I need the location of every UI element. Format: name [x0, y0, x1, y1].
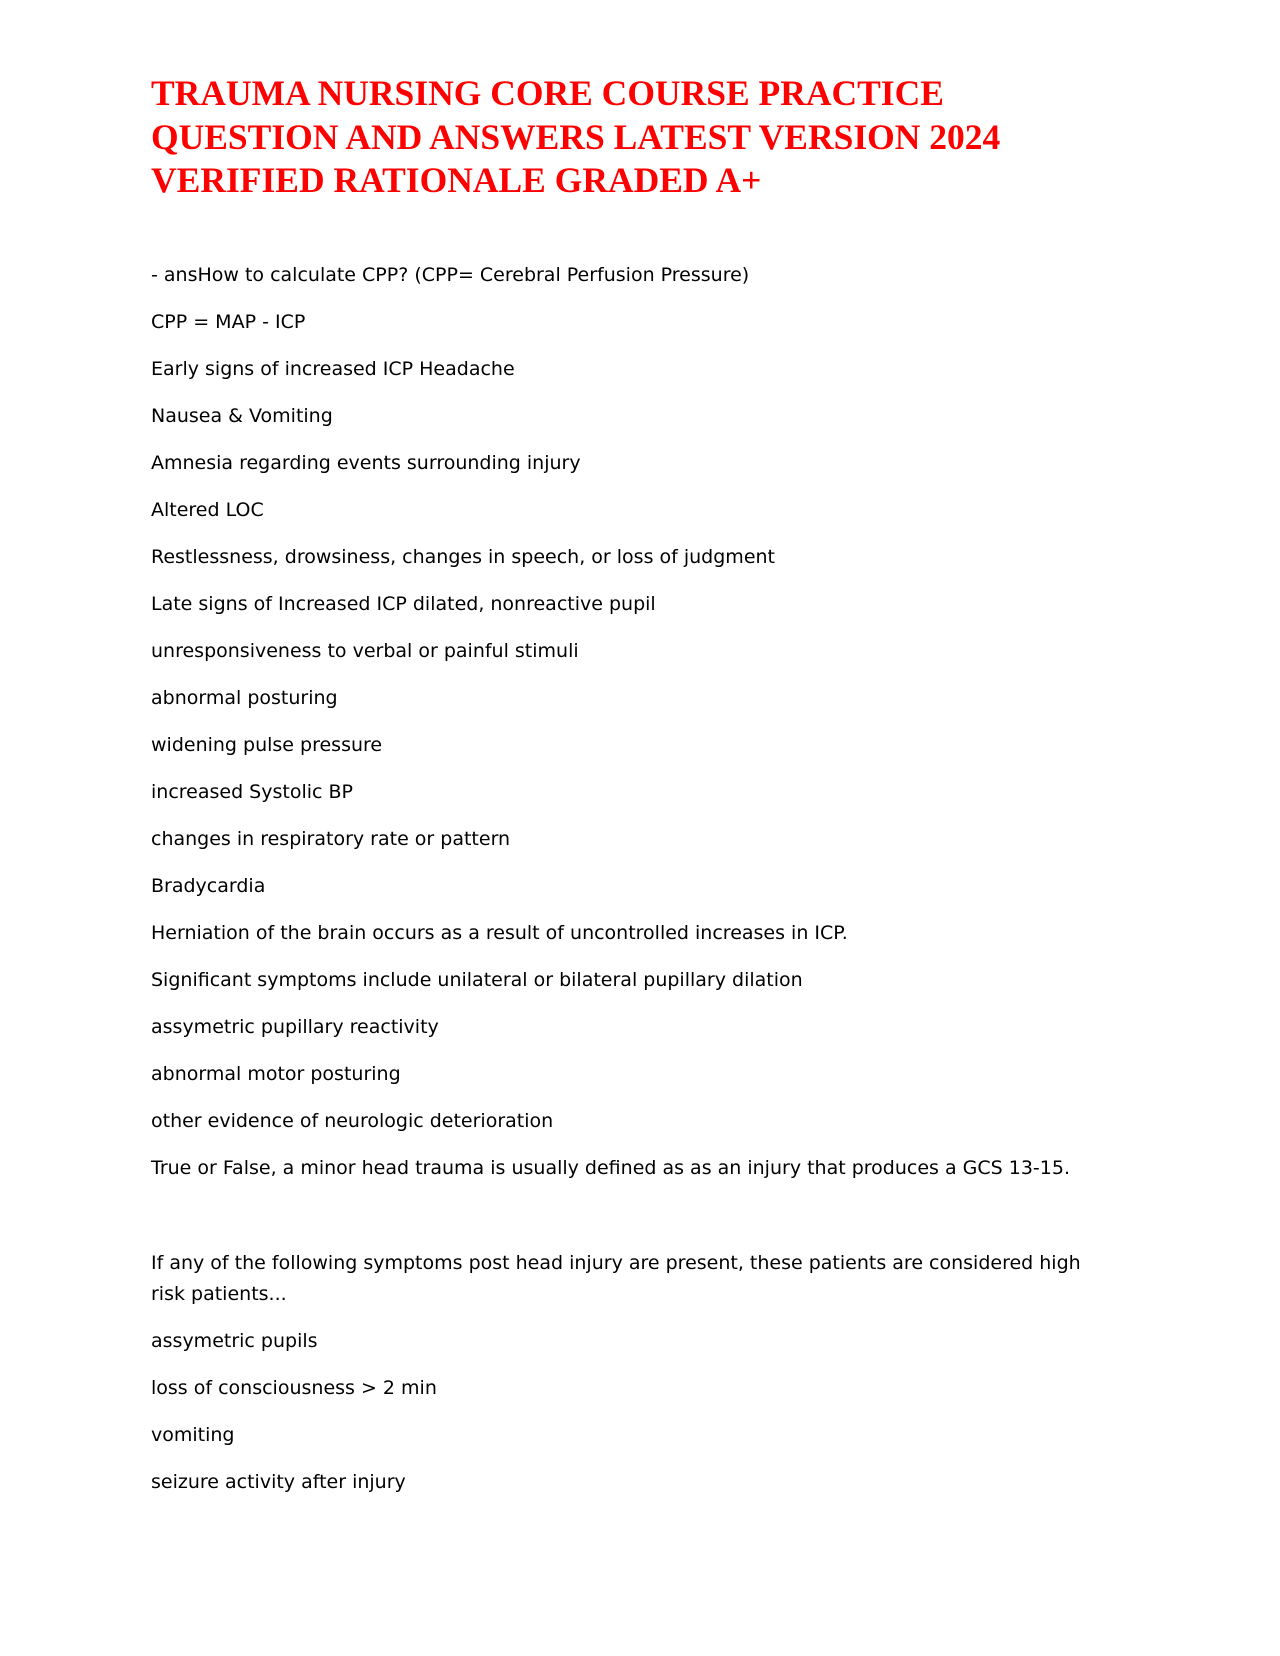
document-content	[151, 72, 1111, 1514]
text-line-high-risk: If any of the following symptoms post head injury are present, these patients are considered high risk patients...	[151, 1251, 1081, 1305]
document-title: TRAUMA NURSING CORE COURSE PRACTICE QUESTION AND ANSWERS LATEST VERSION 2024 VERIFIED RATIONALE GRADED A+	[151, 73, 1001, 200]
text-line-motor-posturing: abnormal motor posturing	[151, 1062, 401, 1085]
text-line-cpp-question: - ansHow to calculate CPP? (CPP= Cerebral Perfusion Pressure)	[151, 263, 750, 286]
text-line-loss-consciousness: loss of consciousness > 2 min	[151, 1376, 437, 1399]
text-line-bradycardia: Bradycardia	[151, 874, 266, 897]
text-line-abnormal-posturing: abnormal posturing	[151, 686, 338, 709]
text-line-seizure: seizure activity after injury	[151, 1470, 406, 1493]
text-line-cpp-formula: CPP = MAP - ICP	[151, 310, 306, 333]
text-line-respiratory: changes in respiratory rate or pattern	[151, 827, 511, 850]
text-line-pulse-pressure: widening pulse pressure	[151, 733, 383, 756]
text-line-vomiting: vomiting	[151, 1423, 235, 1446]
text-line-significant-symptoms: Significant symptoms include unilateral or bilateral pupillary dilation	[151, 968, 803, 991]
text-line-altered-loc: Altered LOC	[151, 498, 264, 521]
text-line-neurologic: other evidence of neurologic deterioration	[151, 1109, 554, 1132]
text-line-systolic-bp: increased Systolic BP	[151, 780, 353, 803]
text-line-nausea: Nausea & Vomiting	[151, 404, 333, 427]
text-line-pupillary-reactivity: assymetric pupillary reactivity	[151, 1015, 439, 1038]
text-line-late-signs: Late signs of Increased ICP dilated, nonreactive pupil	[151, 592, 656, 615]
text-line-unresponsiveness: unresponsiveness to verbal or painful stimuli	[151, 639, 579, 662]
document-body	[151, 260, 1111, 1514]
text-line-restlessness: Restlessness, drowsiness, changes in speech, or loss of judgment	[151, 545, 775, 568]
text-line-amnesia: Amnesia regarding events surrounding injury	[151, 451, 581, 474]
text-line-true-false: True or False, a minor head trauma is usually defined as as an injury that produces a GCS 13-15.	[151, 1156, 1071, 1179]
text-line-herniation: Herniation of the brain occurs as a result of uncontrolled increases in ICP.	[151, 921, 848, 944]
text-line-assymetric-pupils: assymetric pupils	[151, 1329, 318, 1352]
text-line-early-signs: Early signs of increased ICP Headache	[151, 357, 515, 380]
